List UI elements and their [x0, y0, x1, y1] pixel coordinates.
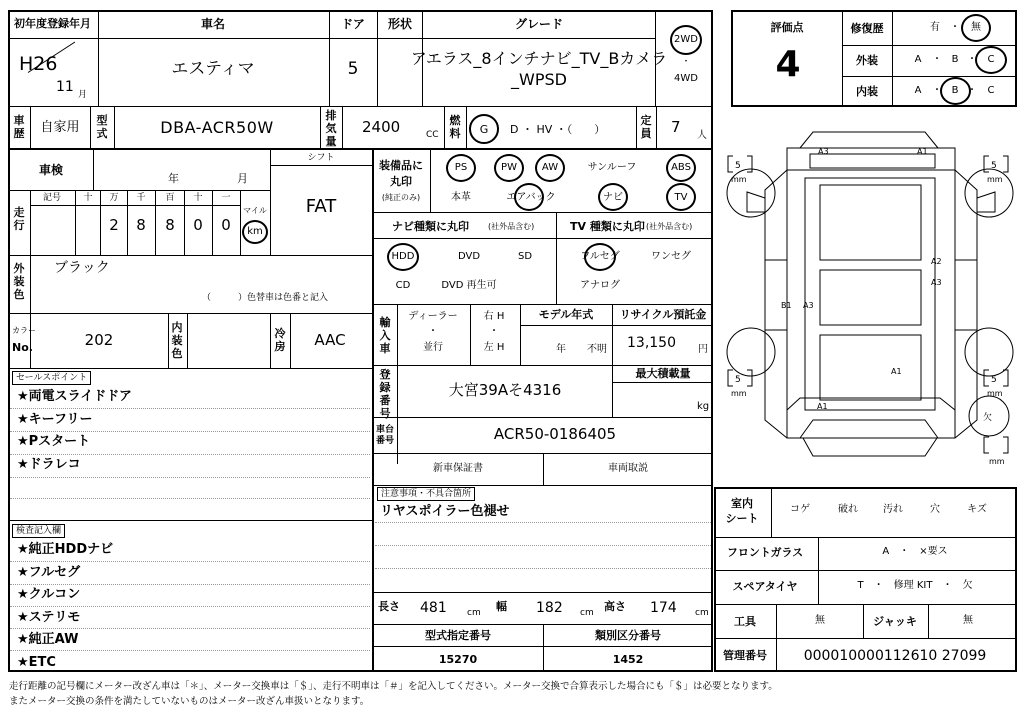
inspect-note-2: ★フルセグ [17, 565, 81, 580]
tv-analog: アナログ [580, 280, 620, 291]
import-parallel: 並行 [423, 342, 443, 353]
displacement-value: 2400 [362, 118, 401, 136]
equip-navi: ナビ [603, 192, 623, 203]
door-count: 5 [347, 59, 359, 79]
mm-fl-value: 5 [735, 161, 741, 171]
digit-label-4: 十 [193, 193, 203, 203]
model-year-label: モデル年式 [538, 308, 594, 321]
jack-value: 無 [963, 615, 973, 626]
exterior-sep-2: ・ [967, 54, 977, 65]
exterior-label: 外装 [856, 54, 878, 67]
mileage-digit-1: 8 [136, 216, 146, 234]
repair-sep: ・ [950, 22, 960, 33]
inspect-note-1: ★純正HDDナビ [17, 542, 114, 557]
spare-tire-label: スペアタイヤ [732, 580, 798, 593]
equip-pw: PW [501, 162, 517, 173]
mark-left-a3: A3 [803, 301, 814, 310]
mileage-symbol-label: 記号 [42, 193, 62, 203]
interior-b: B [951, 85, 959, 96]
displacement-unit: CC [426, 130, 439, 140]
grade-line1: アエラス_8インチナビ_TV_Bカメラ [410, 49, 668, 68]
mm-spare-unit: mm [989, 457, 1005, 466]
inspect-note-3: ★クルコン [17, 587, 81, 602]
model-year-unit: 年 [556, 344, 566, 355]
navi-dvd: DVD [457, 251, 481, 262]
drive-2wd: 2WD [674, 34, 698, 45]
navi-type-label: ナビ種類に丸印 [392, 220, 469, 233]
equip-leather: 本革 [451, 192, 471, 203]
jack-label: ジャッキ [873, 615, 917, 628]
owner-manual: 車両取説 [608, 463, 648, 474]
length-label: 長さ [378, 600, 400, 613]
mark-right-a2: A2 [931, 257, 942, 266]
reg-no-value: 大宮39Aそ4316 [448, 381, 562, 399]
reg-month: 11 [56, 79, 74, 95]
navi-type-note: (社外品含む) [488, 222, 535, 231]
mileage-digit-0: 2 [109, 216, 119, 234]
tv-type-label: TV 種類に丸印 [570, 220, 645, 233]
grade-line2: _WPSD [511, 70, 567, 89]
seat-label-1: 室内 [731, 497, 753, 510]
digit-label-3: 百 [165, 193, 175, 203]
navi-cd: CD [395, 280, 411, 291]
equip-ps: PS [454, 162, 468, 173]
max-load-unit: kg [697, 401, 710, 412]
height-label: 高さ [604, 600, 626, 613]
height-unit: cm [695, 608, 709, 618]
seat-scratch: キズ [967, 504, 987, 515]
score-label: 評価点 [770, 21, 804, 34]
shift-label: シフト [307, 153, 335, 163]
mm-fr-value: 5 [991, 161, 997, 171]
mark-bumper-a1: A1 [817, 402, 828, 411]
recycle-label: リサイクル預託金 [619, 308, 707, 321]
mileage-digit-2: 8 [165, 216, 175, 234]
mileage-digit-3: 0 [193, 216, 203, 234]
import-rh: 右 H [483, 311, 505, 322]
footer-line-2: またメーター交換の条件を満たしていないものはメーター改ざん車扱いとなります。 [9, 696, 370, 707]
equip-label-2: 丸印 [390, 175, 412, 188]
seat-tear: 破れ [838, 504, 858, 515]
seat-hole: 穴 [930, 504, 940, 515]
shape-label: 形状 [387, 17, 413, 31]
repair-yes: 有 [930, 22, 940, 33]
exterior-color: ブラック [54, 260, 110, 276]
fuel-label: 燃料 [449, 114, 461, 140]
equip-aw: AW [541, 162, 559, 173]
mileage-digit-4: 0 [221, 216, 231, 234]
capacity-unit: 人 [697, 130, 707, 141]
door-label: ドア [341, 17, 365, 31]
sales-point-2: ★キーフリー [17, 412, 93, 427]
navi-sd: SD [517, 251, 533, 262]
equip-label-1: 装備品に [379, 159, 423, 172]
mm-rr-value: 5 [991, 375, 997, 385]
spare-tire-value: T ・ 修理 KIT ・ 欠 [857, 580, 973, 591]
digit-label-5: 一 [221, 193, 231, 203]
mark-left-b1: B1 [781, 301, 792, 310]
mm-rr-unit: mm [987, 389, 1003, 398]
equip-tv: TV [674, 192, 688, 203]
interior-a: A [914, 85, 922, 96]
sales-point-1: ★両電スライドドア [17, 389, 132, 404]
seat-label-2: シート [725, 512, 759, 525]
capacity-value: 7 [671, 118, 681, 136]
ac-value: AAC [314, 331, 346, 349]
max-load-label: 最大積載量 [635, 367, 691, 380]
equip-sunroof: サンルーフ [587, 162, 637, 173]
use-value: 自家用 [40, 120, 80, 135]
equip-abs: ABS [671, 162, 691, 173]
repair-label: 修復歴 [850, 22, 884, 35]
import-dealer: ディーラー [408, 311, 458, 322]
windshield-label: フロントガラス [726, 546, 804, 559]
interior-color-label: 内装色 [171, 321, 183, 360]
width-unit: cm [580, 608, 594, 618]
interior-label: 内装 [856, 85, 878, 98]
car-name: エスティマ [171, 59, 255, 79]
tool-value: 無 [815, 615, 825, 626]
car-name-label: 車名 [200, 17, 226, 31]
color-no: 202 [84, 331, 114, 349]
sales-point-label: セールスポイント [12, 371, 91, 385]
sales-point-4: ★ドラレコ [17, 457, 81, 472]
repair-no: 無 [971, 22, 981, 33]
navi-dvd-play: DVD 再生可 [441, 280, 497, 291]
exterior-c: C [987, 54, 995, 65]
inspection-year-unit: 年 [168, 172, 179, 185]
equip-label-3: (純正のみ) [381, 193, 421, 202]
grade-label: グレード [514, 17, 564, 31]
mgmt-no-value: 000010000112610 27099 [803, 648, 987, 664]
chassis-label: 車台番号 [376, 425, 395, 446]
inspection-label: 車検 [38, 163, 64, 177]
color-no-label-bottom: No. [12, 341, 33, 354]
reg-year-label: 初年度登録年月 [14, 17, 91, 30]
inspect-note-4: ★ステリモ [17, 610, 81, 625]
sales-point-3: ★Pスタート [17, 434, 91, 449]
model-value: DBA-ACR50W [160, 118, 274, 137]
height-value: 174 [650, 600, 677, 616]
class-no-value: 1452 [612, 653, 644, 666]
exterior-b: B [951, 54, 959, 65]
notes-label: 注意事項・不具合箇所 [377, 487, 475, 501]
windshield-value: A ・ ×要ス [882, 546, 948, 557]
reg-no-label: 登録番号 [379, 368, 391, 420]
digit-label-0: 十 [83, 193, 93, 203]
recycle-value: 13,150 [627, 335, 676, 351]
drive-sep: ・ [681, 57, 691, 67]
tv-type-note: (社外品含む) [646, 222, 693, 231]
shift-value: FAT [305, 196, 337, 217]
width-value: 182 [536, 600, 563, 616]
inspect-note-5: ★純正AW [17, 632, 79, 647]
color-no-label-top: カラー [12, 326, 36, 335]
drive-4wd: 4WD [674, 73, 698, 84]
mark-front-a3: A3 [818, 147, 829, 156]
use-label: 車歴 [13, 114, 25, 140]
km-unit: km [247, 226, 263, 237]
length-unit: cm [467, 608, 481, 618]
tv-fullseg: フルセグ [580, 251, 620, 262]
width-label: 幅 [496, 600, 507, 613]
type-no-label: 型式指定番号 [425, 629, 491, 642]
import-dot-1: ・ [428, 326, 438, 337]
score-value: 4 [775, 44, 801, 85]
type-no-value: 15270 [438, 653, 478, 666]
seat-stain: 汚れ [883, 504, 903, 515]
equip-airbag: エアバック [506, 192, 556, 203]
mgmt-no-label: 管理番号 [723, 649, 767, 662]
import-label: 輸入車 [379, 316, 391, 355]
interior-sep-1: ・ [932, 85, 942, 96]
navi-hdd: HDD [391, 251, 415, 262]
tv-oneseg: ワンセグ [651, 251, 691, 262]
fuel-gasoline: G [479, 123, 489, 136]
warranty-doc: 新車保証書 [433, 463, 483, 474]
length-value: 481 [420, 600, 447, 616]
color-note: （ ）色替車は色番と記入 [202, 293, 329, 303]
car-damage-diagram [725, 120, 1017, 480]
reg-month-unit: 月 [78, 90, 88, 100]
capacity-label: 定員 [640, 114, 652, 140]
footer-line-1: 走行距離の記号欄にメーター改ざん車は「＊」、メーター交換車は「＄」、走行不明車は「＃」を記入してください。メーター交換で合算表示した場合にも「＄」は必要となります。 [9, 681, 778, 692]
mark-rear-a1: A1 [891, 367, 902, 376]
notes-text: リヤスポイラー色褪せ [380, 504, 510, 519]
tool-label: 工具 [734, 615, 756, 628]
interior-sep-2: ・ [967, 85, 977, 96]
fuel-other: D ・ HV ・（ ） [510, 123, 606, 136]
model-year-unknown: 不明 [587, 344, 607, 355]
inspect-note-6: ★ETC [17, 655, 56, 670]
import-dot-2: ・ [489, 326, 499, 337]
mm-rl-unit: mm [731, 389, 747, 398]
inspection-notes-label: 検査記入欄 [12, 524, 65, 538]
seat-burn: コゲ [790, 504, 810, 515]
mm-fl-unit: mm [731, 175, 747, 184]
displacement-label: 排気量 [325, 109, 337, 148]
mm-fr-unit: mm [987, 175, 1003, 184]
interior-c: C [987, 85, 995, 96]
model-label: 型式 [96, 114, 108, 140]
chassis-value: ACR50-0186405 [493, 425, 617, 443]
mark-right-a3: A3 [931, 278, 942, 287]
mm-rl-value: 5 [735, 375, 741, 385]
reg-era: H26 [19, 53, 58, 75]
mile-label: マイル [243, 206, 267, 215]
color-label: 外装色 [13, 262, 25, 301]
import-lh: 左 H [483, 342, 505, 353]
spare-missing: 欠 [983, 413, 993, 423]
digit-label-1: 万 [109, 193, 119, 203]
class-no-label: 類別区分番号 [595, 629, 661, 642]
digit-label-2: 千 [136, 193, 146, 203]
inspection-month-unit: 月 [237, 172, 248, 185]
exterior-sep-1: ・ [932, 54, 942, 65]
mileage-label: 走行 [13, 206, 25, 232]
recycle-unit: 円 [698, 344, 708, 355]
ac-label: 冷房 [274, 327, 286, 353]
exterior-a: A [914, 54, 922, 65]
mark-front-a1: A1 [917, 147, 928, 156]
